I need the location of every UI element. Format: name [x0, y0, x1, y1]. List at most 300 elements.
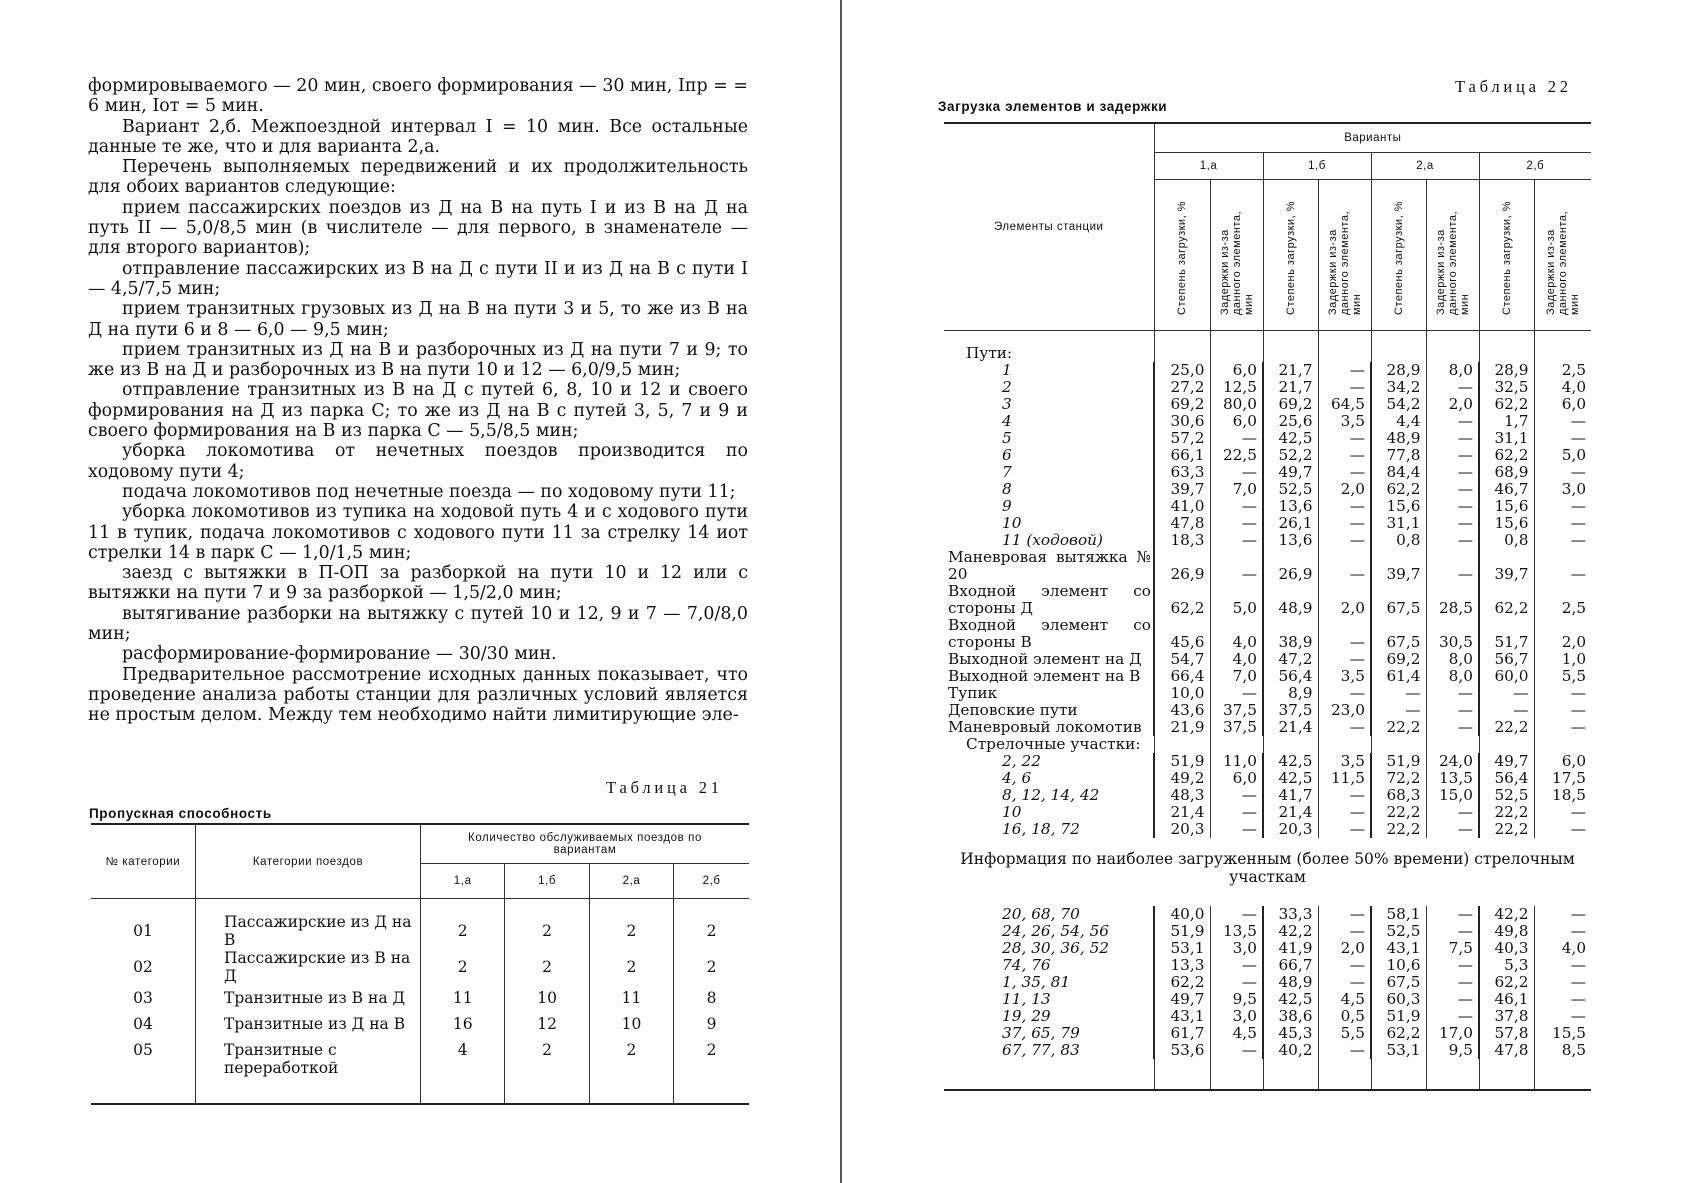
table21-cell: Транзитные из Д на В	[196, 1011, 421, 1037]
table22-cell: —	[1426, 413, 1479, 430]
table21-cell: 01	[133, 922, 153, 940]
table-row	[944, 362, 1591, 379]
table22-cell: 8,0	[1426, 651, 1479, 668]
table22-cell: 6,0	[1210, 362, 1263, 379]
table22-cell: 49,7	[1263, 464, 1318, 481]
table22-cell: —	[1426, 974, 1479, 991]
table22-cell: —	[1210, 1042, 1263, 1059]
table-row	[944, 515, 1591, 532]
paragraph: Предварительное рассмотрение исходных данных показывает, что проведение анализа работы станции для различных условий является не простым делом. Между тем необходимо найти лимитирующие эле-	[88, 664, 748, 726]
table22-cell: —	[1534, 413, 1591, 430]
table21-cell: 2	[505, 1037, 589, 1081]
table22-cell: 2,0	[1426, 396, 1479, 413]
table22-cell: —	[1534, 464, 1591, 481]
table22-cell: 53,1	[1154, 940, 1210, 957]
table22-element-name: Входной элемент со стороны В	[948, 616, 1151, 651]
table22-cell: 52,5	[1263, 481, 1318, 498]
table22-cell: 43,6	[1154, 702, 1210, 719]
table22-cell: —	[1426, 702, 1479, 719]
table22-cell: 8,0	[1426, 362, 1479, 379]
table21-cell: 10	[505, 985, 589, 1011]
table22-cell: —	[1210, 974, 1263, 991]
table22-header-variant: 2,б	[1479, 153, 1591, 180]
table21-cell: 9	[674, 1011, 749, 1037]
table22-cell: 13,5	[1210, 923, 1263, 940]
table22-cell: 11,5	[1318, 770, 1371, 787]
table22-cell: 53,1	[1371, 1042, 1426, 1059]
table22-cell: —	[1426, 991, 1479, 1008]
table22-cell: —	[1426, 685, 1479, 702]
table22-cell: —	[1318, 498, 1371, 515]
table22-cell: 24,0	[1426, 753, 1479, 770]
table-row	[944, 940, 1591, 957]
table22-header-variant: 1,б	[1263, 153, 1371, 180]
table22-cell: 7,0	[1210, 481, 1263, 498]
table22-cell: —	[1318, 549, 1371, 583]
table-row	[91, 985, 749, 1011]
table22-element-name: 5	[1002, 429, 1012, 447]
table22-header-load: Степень загрузки, %	[1176, 201, 1188, 315]
table22-cell: 25,0	[1154, 362, 1210, 379]
table22-cell: 58,1	[1371, 906, 1426, 923]
table22-element-name: 11 (ходовой)	[1002, 531, 1103, 549]
table22-cell: 31,1	[1371, 515, 1426, 532]
table22-cell: 21,4	[1154, 804, 1210, 821]
table22-cell: 3,5	[1318, 413, 1371, 430]
table22-cell: 51,9	[1154, 923, 1210, 940]
table-row	[944, 668, 1591, 685]
table22-cell: 2,5	[1534, 362, 1591, 379]
table21-label: Таблица 21	[606, 778, 723, 797]
table22-cell: 22,2	[1479, 719, 1534, 736]
table22-cell: —	[1318, 362, 1371, 379]
table22-cell: 47,8	[1479, 1042, 1534, 1059]
table22-cell: 13,6	[1263, 532, 1318, 549]
table22-cell: —	[1426, 957, 1479, 974]
table22-cell: 51,9	[1371, 1008, 1426, 1025]
table22-cell: —	[1426, 515, 1479, 532]
table22-cell: —	[1318, 804, 1371, 821]
table22-header-delay: Задержки из-за данного элемента, мин	[1434, 211, 1471, 315]
table22-cell: —	[1534, 804, 1591, 821]
table21-cell: 4	[421, 1037, 505, 1081]
table21-cell: 11	[421, 985, 505, 1011]
table22-cell: 3,0	[1210, 940, 1263, 957]
table22-cell: 28,9	[1371, 362, 1426, 379]
table21-cell: Транзитные из В на Д	[196, 985, 421, 1011]
table-row	[944, 719, 1591, 736]
table22-cell: 49,8	[1479, 923, 1534, 940]
table22-cell: —	[1426, 430, 1479, 447]
table22-cell: 20,3	[1263, 821, 1318, 838]
table22-cell: 68,9	[1479, 464, 1534, 481]
table22-cell: 67,5	[1371, 583, 1426, 617]
table22-cell: 48,9	[1263, 583, 1318, 617]
table22-cell: —	[1210, 821, 1263, 838]
table22-cell: 25,6	[1263, 413, 1318, 430]
table22-cell: 37,5	[1263, 702, 1318, 719]
table22-cell: 0,8	[1371, 532, 1426, 549]
table22-cell: 47,8	[1154, 515, 1210, 532]
table22-cell: 11,0	[1210, 753, 1263, 770]
table22-cell: —	[1210, 957, 1263, 974]
table22-cell: 57,2	[1154, 430, 1210, 447]
table22-cell: —	[1534, 685, 1591, 702]
table22-cell: 2,5	[1534, 583, 1591, 617]
paragraph: Перечень выполняемых передвижений и их продолжительность для обоих вариантов следующие:	[88, 157, 748, 198]
table22-cell: 7,5	[1426, 940, 1479, 957]
table22-cell: 38,6	[1263, 1008, 1318, 1025]
table21-header-variant: 1,б	[505, 864, 589, 899]
table22-cell: —	[1210, 549, 1263, 583]
table22-cell: 37,5	[1210, 702, 1263, 719]
table22-cell: 41,0	[1154, 498, 1210, 515]
table22-cell: 22,2	[1371, 804, 1426, 821]
table22-cell: 42,5	[1263, 753, 1318, 770]
table22-cell: 51,9	[1371, 753, 1426, 770]
table-row	[944, 923, 1591, 940]
table22-cell: —	[1534, 515, 1591, 532]
table22-cell: —	[1426, 498, 1479, 515]
table-row	[944, 702, 1591, 719]
table22-cell: —	[1318, 685, 1371, 702]
table22-cell: 0,8	[1479, 532, 1534, 549]
table22-section-label: Пути:	[966, 344, 1013, 362]
table22-cell: 27,2	[1154, 379, 1210, 396]
table22-header-delay: Задержки из-за данного элемента, мин	[1544, 211, 1581, 315]
table-row	[944, 413, 1591, 430]
table22-cell: —	[1318, 821, 1371, 838]
table22-cell: 49,2	[1154, 770, 1210, 787]
table22-cell: —	[1479, 702, 1534, 719]
table22-cell: 42,2	[1479, 906, 1534, 923]
table22-cell: 26,9	[1263, 549, 1318, 583]
table22-cell: 62,2	[1479, 974, 1534, 991]
table22-element-name: 4, 6	[1002, 769, 1032, 787]
table22-cell: —	[1534, 906, 1591, 923]
table22-cell: 17,5	[1534, 770, 1591, 787]
table22-cell: —	[1318, 379, 1371, 396]
paragraph: прием пассажирских поездов из Д на В на путь I и из В на Д на путь II — 5,0/8,5 мин (в числителе — для первого, в знаменателе — для второго вариантов);	[88, 197, 748, 259]
table22-cell: —	[1318, 651, 1371, 668]
table22-cell: 47,2	[1263, 651, 1318, 668]
table22-cell: 15,5	[1534, 1025, 1591, 1042]
table22-info-heading: Информация по наиболее загруженным (более 50% времени) стрелочным участкам	[960, 850, 1575, 886]
table-row	[944, 736, 1591, 753]
paragraph: отправление транзитных из В на Д с путей 6, 8, 10 и 12 и своего формирования на Д из парка С; то же из Д на В с путей 3, 5, 7 и 9 и своего формирования на В из парка С — 5,5/8,5 мин;	[88, 380, 748, 442]
table22-cell: —	[1318, 974, 1371, 991]
table22-cell: 28,9	[1479, 362, 1534, 379]
table22-cell: 49,7	[1479, 753, 1534, 770]
table-row	[944, 617, 1591, 651]
table22-cell: 21,9	[1154, 719, 1210, 736]
table22-cell: —	[1426, 821, 1479, 838]
table-row	[944, 1008, 1591, 1025]
table-row	[944, 957, 1591, 974]
table22-cell: —	[1479, 685, 1534, 702]
table22-cell: —	[1210, 430, 1263, 447]
table22-element-name: 7	[1002, 463, 1012, 481]
table22-cell: —	[1318, 464, 1371, 481]
table22-cell: 39,7	[1479, 549, 1534, 583]
table22-cell: 2,0	[1318, 940, 1371, 957]
table22-element-name: 16, 18, 72	[1002, 820, 1080, 838]
table22-cell: —	[1534, 430, 1591, 447]
table22-cell: —	[1426, 379, 1479, 396]
table22-cell: 40,2	[1263, 1042, 1318, 1059]
table22-cell: 62,2	[1154, 974, 1210, 991]
table22-cell: 9,5	[1210, 991, 1263, 1008]
table22-cell: 5,0	[1534, 447, 1591, 464]
table22-cell: —	[1426, 804, 1479, 821]
table22-cell: 62,2	[1371, 1025, 1426, 1042]
table22-cell: 8,5	[1534, 1042, 1591, 1059]
table22-cell: 45,6	[1154, 617, 1210, 651]
table22-element-name: 6	[1002, 446, 1012, 464]
table22-cell: 6,0	[1210, 413, 1263, 430]
table22-element-name: 3	[1002, 395, 1012, 413]
table-row	[91, 1011, 749, 1037]
table21-cell: 2	[589, 913, 673, 949]
table22-cell: 61,4	[1371, 668, 1426, 685]
table21-cell: 12	[505, 1011, 589, 1037]
table22-cell: 3,0	[1534, 481, 1591, 498]
table22-cell: —	[1318, 430, 1371, 447]
table-row	[944, 770, 1591, 787]
table22-cell: 18,3	[1154, 532, 1210, 549]
table22-cell: —	[1210, 906, 1263, 923]
table22-cell: 48,9	[1371, 430, 1426, 447]
paragraph: подача локомотивов под нечетные поезда — по ходовому пути 11;	[122, 481, 736, 502]
table22-cell: 42,5	[1263, 991, 1318, 1008]
table22-cell: 48,3	[1154, 787, 1210, 804]
table-row	[944, 481, 1591, 498]
table22-cell: 39,7	[1154, 481, 1210, 498]
table22-cell: —	[1318, 447, 1371, 464]
table22-cell: 77,8	[1371, 447, 1426, 464]
table22-cell: 4,0	[1210, 651, 1263, 668]
table22-cell: 64,5	[1318, 396, 1371, 413]
table22-cell: —	[1534, 991, 1591, 1008]
table22-cell: —	[1534, 1008, 1591, 1025]
table22-cell: 22,2	[1479, 804, 1534, 821]
table22-cell: —	[1426, 481, 1479, 498]
table22-cell: 68,3	[1371, 787, 1426, 804]
table-row	[944, 345, 1591, 362]
table22-cell: 49,7	[1154, 991, 1210, 1008]
table21-cell: 2	[589, 949, 673, 985]
table22-cell: —	[1371, 702, 1426, 719]
table21-cell: 2	[674, 949, 749, 985]
table21-header-variant: 2,а	[589, 864, 673, 899]
table22-cell: 69,2	[1263, 396, 1318, 413]
table22-cell: 46,7	[1479, 481, 1534, 498]
table22-cell: 13,3	[1154, 957, 1210, 974]
table-row	[944, 991, 1591, 1008]
table22-cell: 28,5	[1426, 583, 1479, 617]
table22-cell: 56,4	[1479, 770, 1534, 787]
table22-cell: 13,5	[1426, 770, 1479, 787]
table22	[944, 122, 1591, 1091]
paragraph: вытягивание разборки на вытяжку с путей 10 и 12, 9 и 7 — 7,0/8,0 мин;	[88, 603, 748, 645]
table21	[91, 823, 749, 1105]
table22-cell: 18,5	[1534, 787, 1591, 804]
table22-cell: 39,7	[1371, 549, 1426, 583]
table-row	[944, 498, 1591, 515]
table22-cell: 4,5	[1210, 1025, 1263, 1042]
table21-cell: 2	[505, 949, 589, 985]
table22-cell: —	[1210, 515, 1263, 532]
table-row	[944, 532, 1591, 549]
table-row	[944, 396, 1591, 413]
table-row	[944, 464, 1591, 481]
table22-cell: 15,0	[1426, 787, 1479, 804]
table22-cell: —	[1534, 549, 1591, 583]
table22-cell: 72,2	[1371, 770, 1426, 787]
table22-cell: 42,5	[1263, 770, 1318, 787]
table22-cell: 3,0	[1210, 1008, 1263, 1025]
table22-cell: 43,1	[1154, 1008, 1210, 1025]
table22-cell: —	[1210, 532, 1263, 549]
table-row	[944, 1042, 1591, 1059]
table22-cell: —	[1534, 974, 1591, 991]
table22-cell: —	[1318, 923, 1371, 940]
table22-title: Загрузка элементов и задержки	[938, 99, 1168, 114]
paragraph: формировываемого — 20 мин, своего формирования — 30 мин, Iпр = = 6 мин, Iот = 5 мин.	[88, 76, 748, 117]
table22-cell: 66,1	[1154, 447, 1210, 464]
table22-cell: —	[1318, 515, 1371, 532]
table22-element-name: 20, 68, 70	[1002, 905, 1080, 923]
table22-cell: —	[1210, 685, 1263, 702]
table-row	[944, 974, 1591, 991]
table22-cell: 4,5	[1318, 991, 1371, 1008]
table22-element-name: 28, 30, 36, 52	[1002, 939, 1110, 957]
table22-cell: 61,7	[1154, 1025, 1210, 1042]
table22-cell: 56,4	[1263, 668, 1318, 685]
table22-element-name: 24, 26, 54, 56	[1002, 922, 1110, 940]
table22-cell: 6,0	[1210, 770, 1263, 787]
table22-element-name: 2, 22	[1002, 752, 1041, 770]
table22-cell: 1,7	[1479, 413, 1534, 430]
table22-element-name: 1, 35, 81	[1002, 973, 1071, 991]
table21-header-group: Количество обслуживаемых поездов по вариантам	[421, 824, 750, 864]
table22-cell: 20,3	[1154, 821, 1210, 838]
table22-header-variant: 1,а	[1154, 153, 1263, 180]
table21-cell: 05	[133, 1041, 153, 1059]
table22-cell: 12,5	[1210, 379, 1263, 396]
table22-cell: 42,5	[1263, 430, 1318, 447]
table22-section-label: Стрелочные участки:	[966, 735, 1141, 753]
table-row	[944, 651, 1591, 668]
table22-cell: 21,4	[1263, 804, 1318, 821]
table22-cell: —	[1426, 719, 1479, 736]
table22-element-name: 37, 65, 79	[1002, 1024, 1080, 1042]
table22-cell: 51,7	[1479, 617, 1534, 651]
table-row	[944, 821, 1591, 838]
table22-cell: 15,6	[1371, 498, 1426, 515]
table21-cell: 04	[133, 1015, 153, 1033]
table22-cell: 52,5	[1479, 787, 1534, 804]
table22-cell: —	[1210, 787, 1263, 804]
table22-element-name: 11, 13	[1002, 990, 1051, 1008]
table22-cell: 8,0	[1426, 668, 1479, 685]
table22-cell: 60,3	[1371, 991, 1426, 1008]
table22-cell: 37,5	[1210, 719, 1263, 736]
paragraph: прием транзитных из Д на В и разборочных из Д на пути 7 и 9; то же из В на Д и разборочных из В на пути 10 и 12 — 6,0/9,5 мин;	[88, 339, 748, 381]
table22-cell: —	[1534, 702, 1591, 719]
table21-cell: 2	[421, 913, 505, 949]
table22-cell: 1,0	[1534, 651, 1591, 668]
table22-element-name: Входной элемент со стороны Д	[948, 582, 1151, 617]
table22-header-delay: Задержки из-за данного элемента, мин	[1326, 211, 1363, 315]
table22-element-name: 9	[1002, 497, 1012, 515]
table22-cell: —	[1318, 1042, 1371, 1059]
table22-element-name: 4	[1002, 412, 1012, 430]
table-row	[944, 583, 1591, 617]
table22-element-name: 10	[1002, 803, 1022, 821]
table22-cell: 60,0	[1479, 668, 1534, 685]
table21-cell: 2	[674, 913, 749, 949]
table22-cell: —	[1426, 549, 1479, 583]
table22-cell: 22,2	[1371, 821, 1426, 838]
paragraph: уборка локомотивов из тупика на ходовой путь 4 и с ходового пути 11 в тупик, подача локомотивов с ходового пути 11 за стрелку 14 иот стрелки 14 в парк С — 1,0/1,5 мин;	[88, 502, 748, 563]
table22-cell: 54,2	[1371, 396, 1426, 413]
table21-cell: 11	[589, 985, 673, 1011]
table22-cell: 7,0	[1210, 668, 1263, 685]
table22-cell: —	[1318, 719, 1371, 736]
table22-cell: —	[1318, 532, 1371, 549]
table-row	[91, 913, 749, 949]
table21-cell: 16	[421, 1011, 505, 1037]
table22-cell: —	[1318, 957, 1371, 974]
table22-cell: 80,0	[1210, 396, 1263, 413]
table21-cell: 2	[505, 913, 589, 949]
table22-cell: —	[1210, 498, 1263, 515]
table21-cell: Пассажирские из В на Д	[196, 949, 421, 985]
table22-cell: 4,0	[1210, 617, 1263, 651]
table22-cell: 34,2	[1371, 379, 1426, 396]
table-row	[944, 447, 1591, 464]
table-row	[91, 949, 749, 985]
table21-cell: 03	[133, 989, 153, 1007]
table22-element-name: Маневровая вытяжка № 20	[948, 548, 1151, 583]
table21-cell: 10	[589, 1011, 673, 1037]
table22-cell: 63,3	[1154, 464, 1210, 481]
table21-header-category: Категории поездов	[196, 824, 421, 899]
table22-cell: 42,2	[1263, 923, 1318, 940]
table22-cell: 56,7	[1479, 651, 1534, 668]
table22-cell: 8,9	[1263, 685, 1318, 702]
table22-cell: —	[1534, 719, 1591, 736]
table-row	[944, 804, 1591, 821]
table22-cell: —	[1426, 464, 1479, 481]
table22-cell: 33,3	[1263, 906, 1318, 923]
table22-cell: 22,2	[1479, 821, 1534, 838]
table22-cell: 54,7	[1154, 651, 1210, 668]
table22-cell: —	[1210, 464, 1263, 481]
table21-cell: 2	[589, 1037, 673, 1081]
table22-label: Таблица 22	[1455, 77, 1572, 96]
table22-cell: 40,0	[1154, 906, 1210, 923]
table22-cell: —	[1534, 821, 1591, 838]
table-row	[944, 549, 1591, 583]
table22-cell: 6,0	[1534, 396, 1591, 413]
table22-cell: 5,5	[1318, 1025, 1371, 1042]
table-row	[944, 1025, 1591, 1042]
table22-cell: 62,2	[1479, 447, 1534, 464]
left-body-text	[88, 76, 748, 726]
table22-cell: 41,9	[1263, 940, 1318, 957]
